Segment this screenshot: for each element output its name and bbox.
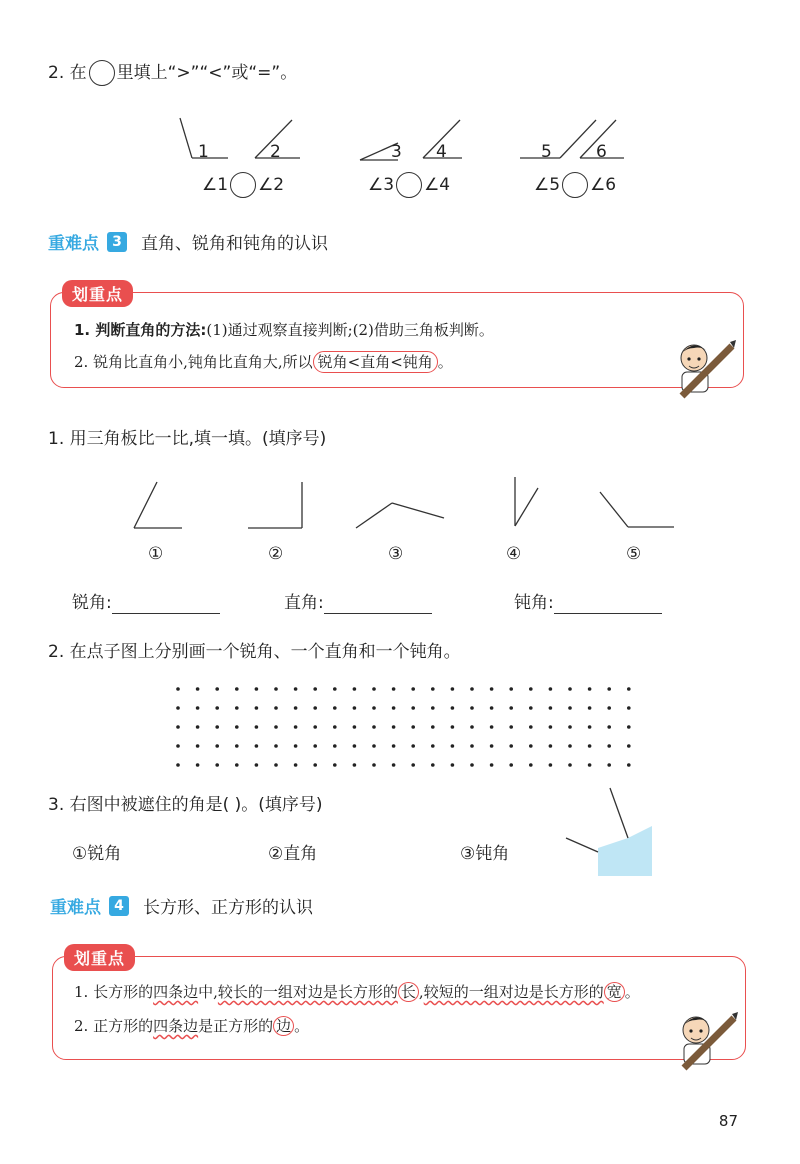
grid-dot[interactable] (372, 744, 376, 748)
grid-dot[interactable] (274, 706, 278, 710)
page-number: 87 (718, 1112, 738, 1130)
grid-dot[interactable] (176, 744, 180, 748)
grid-dot[interactable] (451, 687, 455, 691)
grid-dot[interactable] (549, 687, 553, 691)
grid-dot[interactable] (313, 744, 317, 748)
grid-dot[interactable] (451, 725, 455, 729)
grid-dot[interactable] (274, 687, 278, 691)
grid-dot[interactable] (392, 725, 396, 729)
grid-dot[interactable] (333, 687, 337, 691)
grid-dot[interactable] (294, 725, 298, 729)
grid-dot[interactable] (333, 725, 337, 729)
section-4-heading (50, 893, 313, 918)
compare-pair-2: ∠3 ∠4 (368, 172, 450, 198)
grid-dot[interactable] (529, 725, 533, 729)
grid-dot[interactable] (215, 725, 219, 729)
grid-dot[interactable] (549, 725, 553, 729)
angle-5-ray (560, 120, 596, 158)
grid-dot[interactable] (176, 706, 180, 710)
angle-label-4: 4 (436, 142, 447, 162)
grid-dot[interactable] (274, 744, 278, 748)
figure-label-4: ④ (506, 544, 522, 564)
grid-dot[interactable] (588, 706, 592, 710)
figure-label-1: ① (148, 544, 164, 564)
grid-dot[interactable] (235, 744, 239, 748)
key-points-tag: 划重点 (62, 280, 133, 307)
compare-question: 2. 在 里填上“>”“<”或“=”。 (48, 60, 297, 86)
grid-dot[interactable] (529, 744, 533, 748)
grid-dot[interactable] (607, 687, 611, 691)
option-acute[interactable]: ①锐角 (72, 844, 122, 864)
grid-dot[interactable] (431, 706, 435, 710)
grid-dot[interactable] (568, 706, 572, 710)
mascot-pencil-icon (672, 338, 738, 400)
grid-dot[interactable] (392, 687, 396, 691)
grid-dot[interactable] (451, 763, 455, 767)
grid-dot[interactable] (294, 687, 298, 691)
section-3-heading (48, 229, 328, 254)
answer-circle[interactable] (562, 172, 588, 198)
grid-dot[interactable] (627, 744, 631, 748)
grid-dot[interactable] (255, 687, 259, 691)
key-point-line-3: 1. 长方形的四条边中,较长的一组对边是长方形的 长 ,较短的一组对边是长方形的 宽 。 (74, 983, 640, 1001)
grid-dot[interactable] (372, 763, 376, 767)
dot-grid (176, 687, 630, 767)
grid-dot[interactable] (294, 706, 298, 710)
grid-dot[interactable] (196, 687, 200, 691)
grid-dot[interactable] (196, 706, 200, 710)
grid-dot[interactable] (411, 725, 415, 729)
mascot-pencil-icon (674, 1010, 740, 1072)
grid-dot[interactable] (509, 763, 513, 767)
figure-label-5: ⑤ (626, 544, 642, 564)
grid-dot[interactable] (529, 763, 533, 767)
figure-label-3: ③ (388, 544, 404, 564)
grid-dot[interactable] (470, 687, 474, 691)
grid-dot[interactable] (333, 763, 337, 767)
compare-pair-1: ∠1 ∠2 (202, 172, 284, 198)
exercise-2-prompt: 2. 在点子图上分别画一个锐角、一个直角和一个钝角。 (48, 642, 461, 662)
right-answer-field[interactable] (324, 595, 432, 614)
grid-dot[interactable] (490, 763, 494, 767)
grid-dot[interactable] (490, 744, 494, 748)
grid-dot[interactable] (509, 725, 513, 729)
grid-dot[interactable] (627, 706, 631, 710)
compare-pair-3: ∠5 ∠6 (534, 172, 616, 198)
angle-label-1: 1 (198, 142, 209, 162)
grid-dot[interactable] (215, 706, 219, 710)
grid-dot[interactable] (215, 744, 219, 748)
highlight-ring: 宽 (604, 982, 625, 1002)
grid-dot[interactable] (451, 706, 455, 710)
ex1-angle-4-ray2 (515, 488, 538, 526)
grid-dot[interactable] (215, 687, 219, 691)
grid-dot[interactable] (313, 706, 317, 710)
section-title: 长方形、正方形的认识 (143, 898, 313, 918)
angle-label-5: 5 (541, 142, 552, 162)
angle-1-ray (180, 118, 192, 158)
grid-dot[interactable] (255, 725, 259, 729)
grid-dot[interactable] (627, 725, 631, 729)
grid-dot[interactable] (568, 744, 572, 748)
hidden-angle-figure (566, 788, 652, 876)
grid-dot[interactable] (255, 706, 259, 710)
grid-dot[interactable] (392, 763, 396, 767)
grid-dot[interactable] (235, 687, 239, 691)
key-point-line-1: 1. 判断直角的方法:(1)通过观察直接判断;(2)借助三角板判断。 (74, 321, 494, 339)
angle-label-2: 2 (270, 142, 281, 162)
grid-dot[interactable] (196, 763, 200, 767)
grid-dot[interactable] (529, 706, 533, 710)
grid-dot[interactable] (431, 687, 435, 691)
grid-dot[interactable] (333, 706, 337, 710)
exercise-1-prompt: 1. 用三角板比一比,填一填。(填序号) (48, 429, 327, 449)
grid-dot[interactable] (411, 744, 415, 748)
grid-dot[interactable] (353, 725, 357, 729)
grid-dot[interactable] (353, 744, 357, 748)
grid-dot[interactable] (588, 725, 592, 729)
highlight-oval: 锐角<直角<钝角 (313, 351, 438, 373)
grid-dot[interactable] (470, 744, 474, 748)
grid-dot[interactable] (607, 763, 611, 767)
grid-dot[interactable] (235, 763, 239, 767)
grid-dot[interactable] (255, 763, 259, 767)
key-points-tag: 划重点 (64, 944, 135, 971)
grid-dot[interactable] (568, 763, 572, 767)
grid-dot[interactable] (255, 744, 259, 748)
grid-dot[interactable] (353, 706, 357, 710)
grid-dot[interactable] (490, 725, 494, 729)
grid-dot[interactable] (176, 687, 180, 691)
grid-dot[interactable] (509, 744, 513, 748)
grid-dot[interactable] (235, 706, 239, 710)
grid-dot[interactable] (607, 725, 611, 729)
grid-dot[interactable] (431, 763, 435, 767)
grid-dot[interactable] (372, 706, 376, 710)
grid-dot[interactable] (333, 744, 337, 748)
grid-dot[interactable] (490, 706, 494, 710)
grid-dot[interactable] (215, 763, 219, 767)
grid-dot[interactable] (607, 706, 611, 710)
grid-dot[interactable] (509, 706, 513, 710)
grid-dot[interactable] (372, 725, 376, 729)
section-label: 重难点 (50, 898, 101, 918)
option-right[interactable]: ②直角 (268, 844, 318, 864)
highlight-ring: 边 (273, 1016, 294, 1036)
grid-dot[interactable] (451, 744, 455, 748)
grid-dot[interactable] (627, 687, 631, 691)
ex1-angle-3-left (356, 503, 392, 528)
key-points-box-3 (50, 292, 744, 388)
grid-dot[interactable] (411, 706, 415, 710)
answer-circle[interactable] (230, 172, 256, 198)
grid-dot[interactable] (588, 687, 592, 691)
grid-dot[interactable] (431, 744, 435, 748)
grid-dot[interactable] (549, 706, 553, 710)
ex1-angle-1-ray (134, 482, 157, 528)
grid-dot[interactable] (470, 763, 474, 767)
grid-dot[interactable] (627, 763, 631, 767)
section-title: 直角、锐角和钝角的认识 (141, 234, 328, 254)
grid-dot[interactable] (176, 763, 180, 767)
grid-dot[interactable] (353, 687, 357, 691)
angle-label-3: 3 (391, 142, 402, 162)
answer-circle[interactable] (396, 172, 422, 198)
grid-dot[interactable] (470, 725, 474, 729)
grid-dot[interactable] (568, 687, 572, 691)
grid-dot[interactable] (235, 725, 239, 729)
grid-dot[interactable] (470, 706, 474, 710)
grid-dot[interactable] (509, 687, 513, 691)
exercise-3-prompt: 3. 右图中被遮住的角是( )。(填序号) (48, 795, 323, 815)
ex1-angle-5-ray (600, 492, 628, 527)
grid-dot[interactable] (411, 687, 415, 691)
obtuse-answer: 钝角: (514, 592, 662, 614)
grid-dot[interactable] (392, 706, 396, 710)
grid-dot[interactable] (176, 725, 180, 729)
key-point-line-4: 2. 正方形的四条边是正方形的 边 。 (74, 1017, 310, 1035)
obtuse-answer-field[interactable] (554, 595, 662, 614)
grid-dot[interactable] (490, 687, 494, 691)
figure-label-2: ② (268, 544, 284, 564)
option-obtuse[interactable]: ③钝角 (460, 844, 510, 864)
ex1-angle-3-right (392, 503, 444, 518)
section-number: 4 (109, 896, 129, 916)
key-point-line-2: 2. 锐角比直角小,钝角比直角大,所以 锐角<直角<钝角 。 (74, 353, 453, 371)
grid-dot[interactable] (529, 687, 533, 691)
grid-dot[interactable] (313, 763, 317, 767)
grid-dot[interactable] (431, 725, 435, 729)
grid-dot[interactable] (411, 763, 415, 767)
grid-dot[interactable] (549, 763, 553, 767)
grid-dot[interactable] (549, 744, 553, 748)
grid-dot[interactable] (196, 744, 200, 748)
grid-dot[interactable] (392, 744, 396, 748)
right-answer: 直角: (284, 592, 432, 614)
grid-dot[interactable] (353, 763, 357, 767)
grid-dot[interactable] (313, 725, 317, 729)
grid-dot[interactable] (196, 725, 200, 729)
section-label: 重难点 (48, 234, 99, 254)
grid-dot[interactable] (274, 763, 278, 767)
grid-dot[interactable] (588, 744, 592, 748)
grid-dot[interactable] (294, 744, 298, 748)
grid-dot[interactable] (274, 725, 278, 729)
grid-dot[interactable] (568, 725, 572, 729)
grid-dot[interactable] (588, 763, 592, 767)
acute-answer-field[interactable] (112, 595, 220, 614)
grid-dot[interactable] (294, 763, 298, 767)
acute-answer: 锐角: (72, 592, 220, 614)
grid-dot[interactable] (372, 687, 376, 691)
highlight-ring: 长 (398, 982, 419, 1002)
grid-dot[interactable] (607, 744, 611, 748)
section-number: 3 (107, 232, 127, 252)
grid-dot[interactable] (313, 687, 317, 691)
angle-label-6: 6 (596, 142, 607, 162)
key-points-box-4 (52, 956, 746, 1060)
